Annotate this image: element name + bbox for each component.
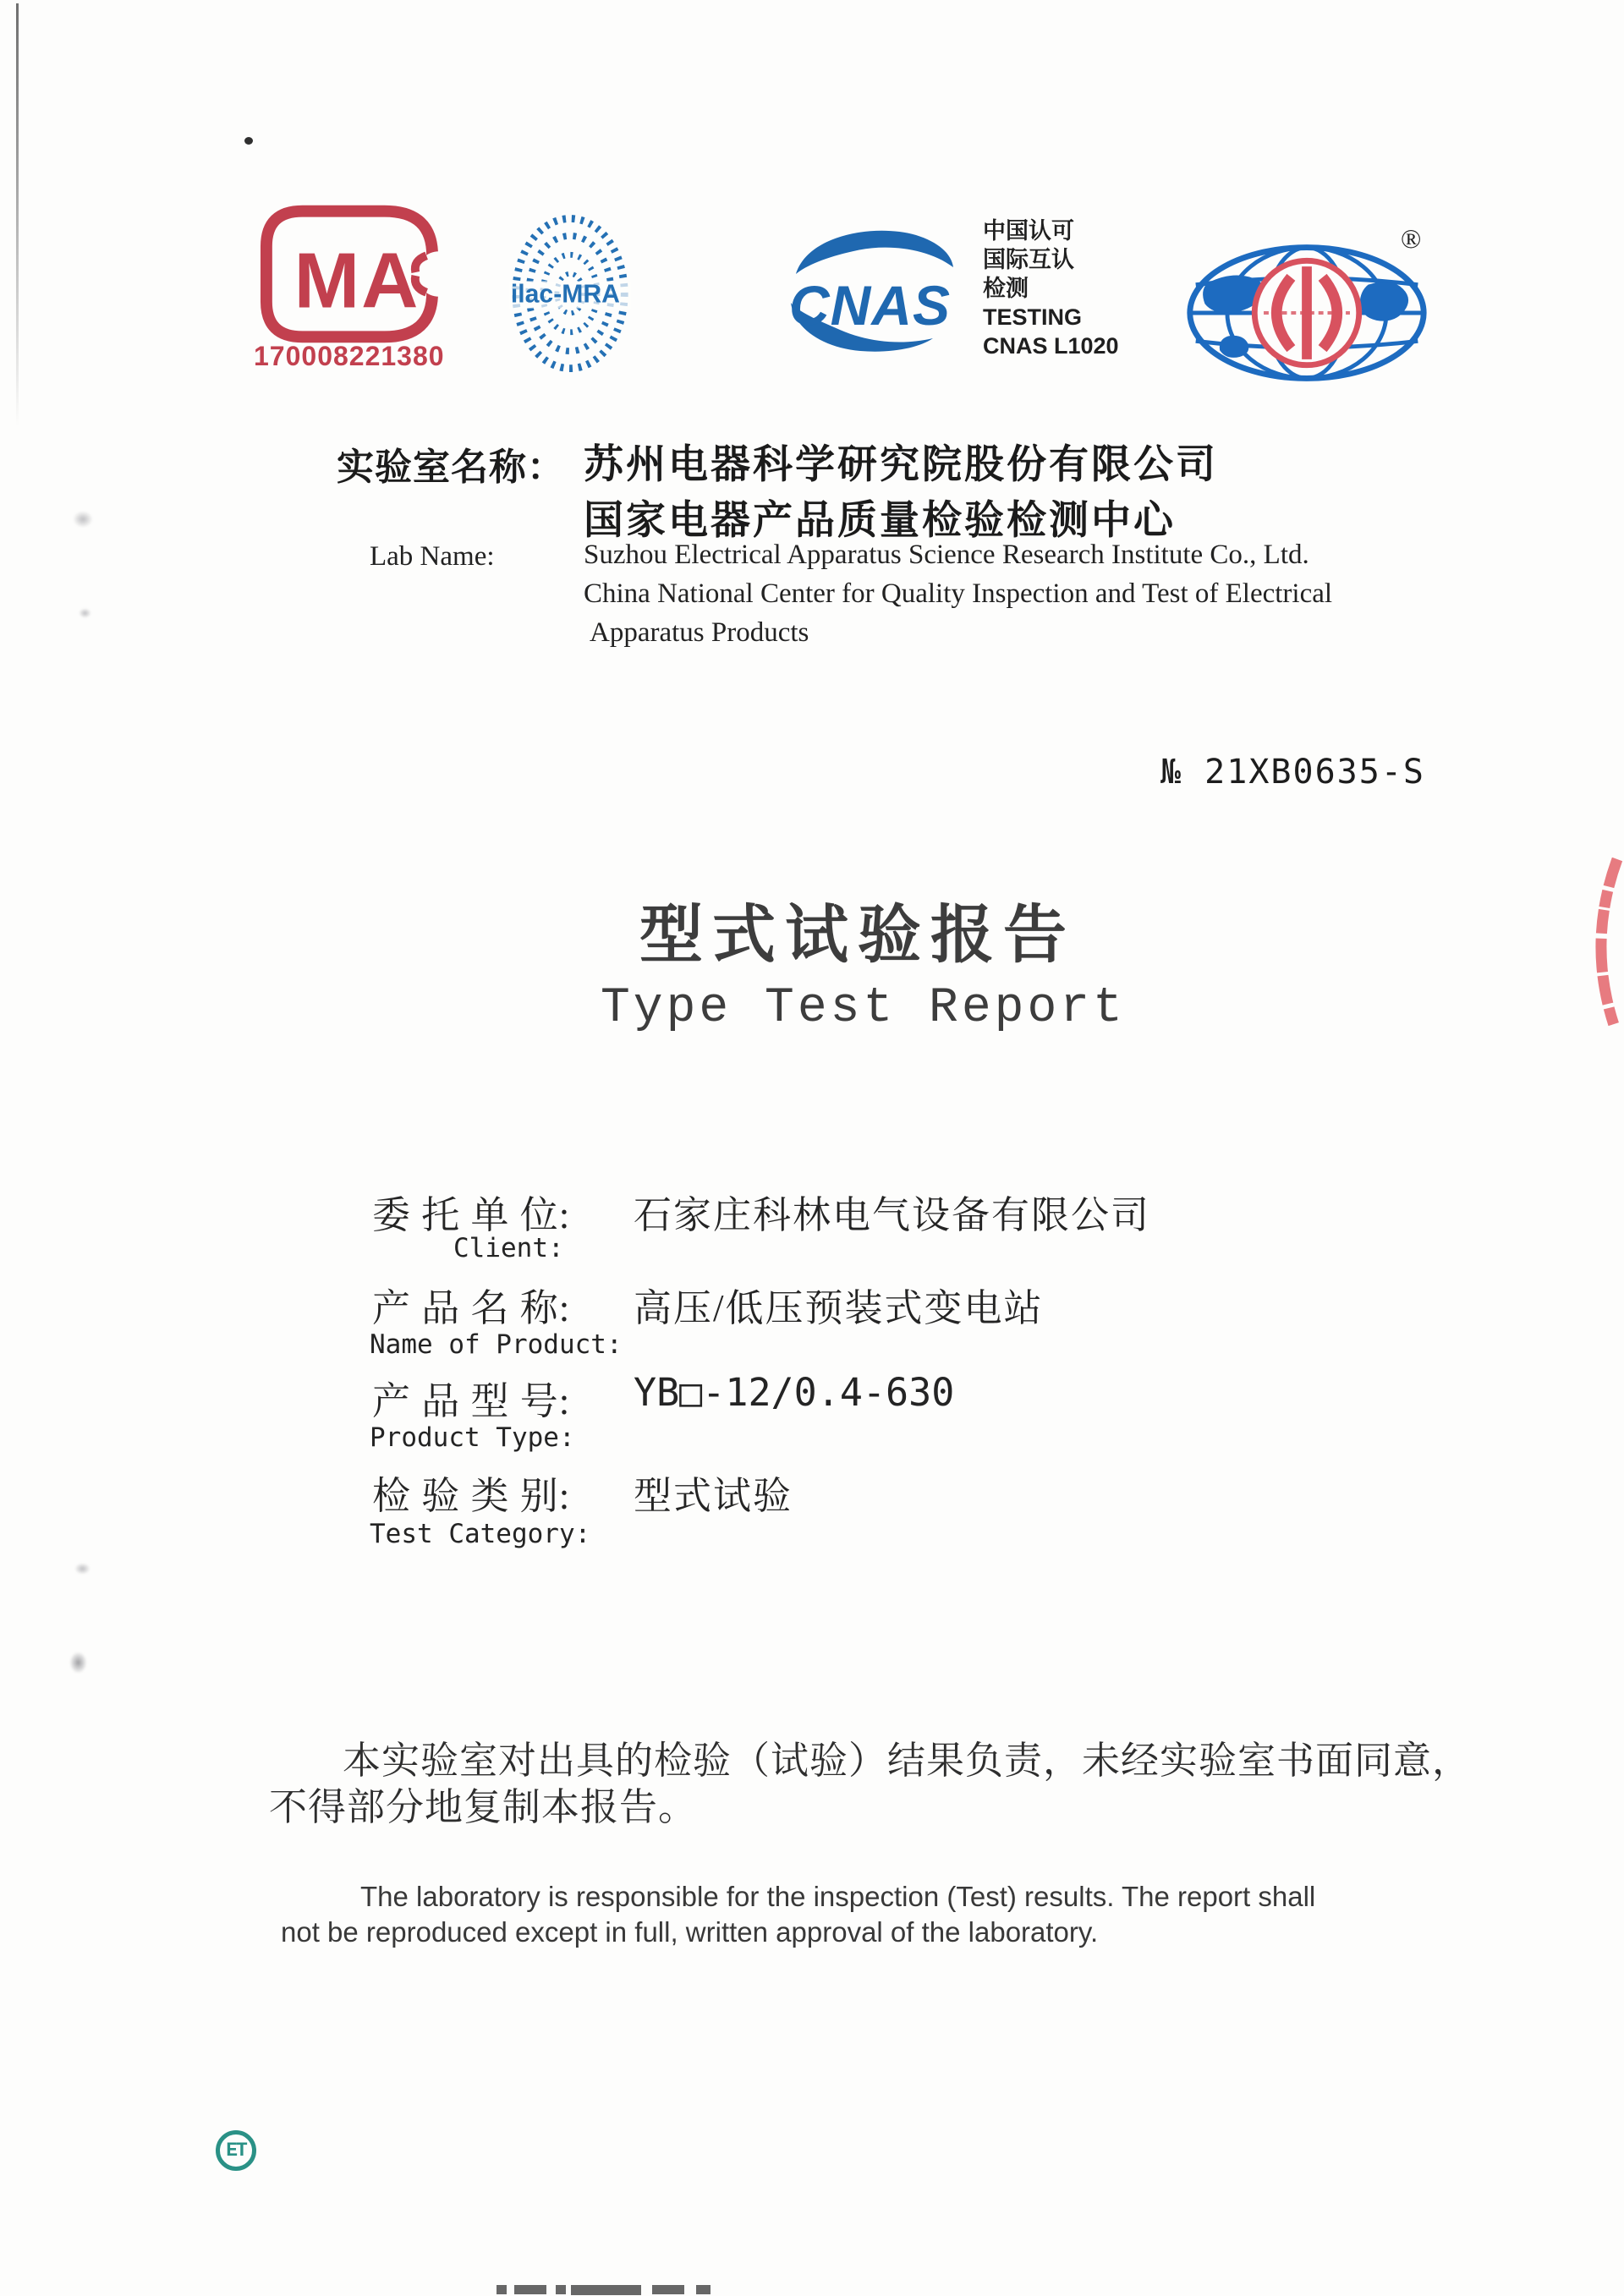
lab-name-zh-line1: 苏州电器科学研究院股份有限公司 (584, 443, 1218, 487)
field-value-product-type: YB□-12/0.4-630 (634, 1370, 955, 1415)
report-title-zh: 型式试验报告 (639, 899, 1077, 970)
field-label-test-category-zh: 检 验 类 别: (372, 1475, 571, 1517)
field-label-client-zh: 委 托 单 位: (372, 1194, 571, 1236)
field-value-test-category: 型式试验 (634, 1475, 793, 1517)
scan-smudge (79, 608, 91, 618)
globe-logo-icon (1182, 240, 1431, 386)
ilac-mra-logo-icon (508, 211, 632, 377)
scan-artifact-dot (244, 137, 253, 145)
registered-trademark-icon: ® (1401, 223, 1422, 254)
ilac-mra-logo-text: ilac-MRA (510, 280, 620, 309)
field-label-product-name-zh: 产 品 名 称: (372, 1287, 571, 1329)
disclaimer-en-line1: The laboratory is responsible for the inspection (Test) results. The report shall (360, 1881, 1316, 1912)
report-number: № 21XB0635-S (1160, 753, 1425, 792)
accreditation-line: TESTING (983, 304, 1083, 330)
report-title-en: Type Test Report (601, 981, 1126, 1036)
field-label-product-name-en: Name of Product: (370, 1329, 623, 1360)
et-stamp-icon (216, 2130, 256, 2171)
accreditation-line: 国际互认 (983, 247, 1074, 272)
field-label-product-type-en: Product Type: (370, 1422, 575, 1453)
field-label-test-category-en: Test Category: (370, 1519, 591, 1549)
cma-logo-icon (259, 203, 440, 345)
disclaimer-en-line2: not be reproduced except in full, written approval of the laboratory. (281, 1916, 1099, 1948)
cma-logo-text: MA (294, 236, 420, 325)
accreditation-line: 中国认可 (983, 218, 1074, 244)
disclaimer-zh-line2: 不得部分地复制本报告。 (269, 1786, 698, 1828)
scan-smudge (74, 1563, 91, 1575)
lab-name-en-line2: China National Center for Quality Inspection and Test of Electrical (584, 578, 1333, 609)
accreditation-text-block (983, 216, 1119, 360)
disclaimer-zh-line1: 本实验室对出具的检验（试验）结果负责，未经实验室书面同意， (343, 1740, 1472, 1782)
field-label-client-en: Client: (453, 1233, 564, 1263)
red-stamp-edge (1578, 858, 1624, 1027)
lab-name-label-zh: 实验室名称： (337, 447, 565, 488)
et-stamp-text: ET (226, 2140, 246, 2162)
accreditation-line: 检测 (983, 276, 1029, 301)
lab-name-en-line3: Apparatus Products (590, 617, 809, 648)
lab-name-label-en: Lab Name: (370, 541, 495, 572)
field-value-product-name: 高压/低压预装式变电站 (634, 1287, 1044, 1329)
lab-name-zh-line2: 国家电器产品质量检验检测中心 (584, 499, 1176, 543)
scan-artifact-left-line (16, 3, 19, 426)
scan-artifact-bottom-bar (497, 2285, 710, 2295)
field-value-client: 石家庄科林电气设备有限公司 (634, 1194, 1151, 1236)
lab-name-en-line1: Suzhou Electrical Apparatus Science Research Institute Co., Ltd. (584, 540, 1309, 570)
cma-certificate-number: 170008221380 (254, 341, 445, 371)
scan-smudge (69, 1652, 87, 1674)
cnas-logo-icon (782, 222, 963, 355)
accreditation-line: CNAS L1020 (983, 333, 1119, 359)
cnas-logo-text: CNAS (789, 274, 952, 337)
field-label-product-type-zh: 产 品 型 号: (372, 1380, 571, 1422)
scan-smudge (73, 511, 93, 528)
